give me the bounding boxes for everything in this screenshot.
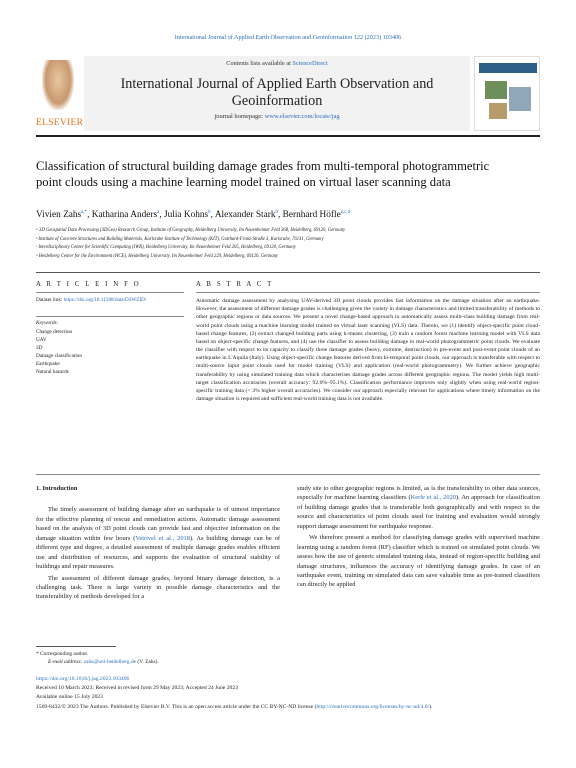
elsevier-logo xyxy=(36,58,84,128)
license-text: 1569-8432/© 2023 The Authors. Published by Elsevier B.V. This is an open access article under the CC BY-NC-ND license ( xyxy=(36,704,317,710)
header-divider xyxy=(36,135,540,137)
email-suffix: (V. Zahs). xyxy=(136,659,159,666)
citation-link[interactable]: Vetrivel et al., 2018 xyxy=(135,534,190,542)
author-name[interactable]: Alexander Stark xyxy=(214,210,276,221)
author-list: Vivien Zahs$^{a,*}$, Katharina Anders$^a$, Julia Kohns$^b$, Alexander Stark$^b$, Bernhard Höfle$^{a,c,d}$ xyxy=(36,210,351,221)
affiliation-item: ᵈ Heidelberg Center for the Environment (HCE), Heidelberg University, Im Neuenheimer Feld 229, Heidelberg, 69120, Germany xyxy=(36,254,279,260)
article-info-divider xyxy=(36,316,184,317)
citation-link[interactable]: Kerle et al., 2020 xyxy=(410,494,457,502)
license-link[interactable]: http://creativecommons.org/licenses/by-nc-nd/4.0/ xyxy=(316,704,430,710)
license-text: ). xyxy=(429,704,433,710)
email-link[interactable]: zahs@uni-heidelberg.de xyxy=(83,659,137,666)
body-paragraph xyxy=(36,574,280,602)
abstract-bottom-divider xyxy=(36,474,540,475)
paragraph-text: The assessment of different damage grades, beyond binary damage detection, is a challenging task. There is large variety in possible damage characteristics and the transferability of methods developed for a xyxy=(36,574,280,601)
contents-prefix: Contents lists available at xyxy=(226,60,293,67)
available-online: Available online 15 July 2023 xyxy=(36,694,104,700)
author-affiliation-marker[interactable]: a xyxy=(157,210,160,215)
cover-photo xyxy=(485,81,507,99)
author-affiliation-marker[interactable]: a,c,d xyxy=(340,210,351,215)
affiliation-item: ᶜ Interdisciplinary Center for Scientific Computing (IWR), Heidelberg University, Im Neuenheimer Feld 205, Heidelberg, 69120, Germany xyxy=(36,245,296,251)
article-info-heading: A R T I C L E I N F O xyxy=(36,281,141,288)
cover-band xyxy=(479,63,537,73)
license-statement xyxy=(36,703,540,712)
author-name[interactable]: Julia Kohns xyxy=(164,210,209,221)
dataset-link-line xyxy=(36,296,181,304)
body-paragraph xyxy=(36,505,280,571)
keyword-item: 3D xyxy=(36,345,43,352)
paragraph-text: study site to other geographic regions is limited, as is the transferability to other data sources, especially for machine learning classifiers ( xyxy=(297,485,540,502)
author-affiliation-marker[interactable]: a,* xyxy=(81,210,88,215)
article-info-divider xyxy=(36,292,184,293)
article-title: Classification of structural building damage grades from multi-temporal photogrammetric point clouds using a machine learning model trained on virtual laser scanning data xyxy=(36,159,490,189)
sciencedirect-link[interactable]: ScienceDirect xyxy=(292,60,328,67)
homepage-link[interactable]: www.elsevier.com/locate/jag xyxy=(264,113,340,120)
paragraph-text: ). An approach for classification of building damage grades that is transferable both geographically and with respect to the source and characteristics of point clouds used for training and evaluation would strongly support damage assessment for earthquake response. xyxy=(297,494,540,530)
received-dates: Received 10 March 2023; Received in revised form 29 May 2023; Accepted 24 June 2023 xyxy=(36,685,238,691)
keyword-item: Natural hazards xyxy=(36,369,69,376)
body-column-left xyxy=(36,484,280,604)
abstract-text: Automatic damage assessment by analysing UAV-derived 3D point clouds provides fast information on the damage situation after an earthquake. However, the assessment of different damage grades is challenging given the variety in damage characteristics and limited transferability of methods to other geographic regions or data sources. We present a novel change-based approach to automatically assess multi-class building damage from real-world point clouds using a machine learning model trained on virtual laser scanning (VLS) data. Therein, we (1) identify object-specific point cloud-based change features, (2) extract changed building parts using k-means clustering, (3) train a random forest machine learning model with VLS data based on object-specific change features, and (4) use the classifier to assess building damage in real-world photogrammetric point clouds. We evaluate the classifier with respect to its capacity to classify three damage grades (heavy, extreme, destruction) in pre-event and post-event point clouds of an earthquake in L'Aquila (Italy). Using object-specific change features derived from bi-temporal point clouds, our approach is transferable with respect to multi-source input point clouds used for model training (VLS) and application (real-world photogrammetry). We further achieve geographic transferability by using simulated training data which characterises damage grades across different geographic regions. The model yields high multi-target classification accuracies (overall accuracy: 92.0%–95.1%). Classification performance improves only slightly when using real-world region-specific training data (< 3% higher overall accuracies). We consider our approach especially relevant for applications where timely information on the damage situation is required and sufficient real-world training data is not available. xyxy=(196,298,540,403)
author-name[interactable]: Katharina Anders xyxy=(91,210,158,221)
author-affiliation-marker[interactable]: b xyxy=(275,210,278,215)
footnote-divider xyxy=(36,646,116,647)
body-paragraph xyxy=(297,484,540,531)
paragraph-text: The timely assessment of building damage after an earthquake is of utmost importance for the effective planning of rescue and remediation actions. Automatic damage assessment based on the analysis of 3D point clouds can provide fast and objective information on the damage situation within few hours ( xyxy=(36,506,280,542)
homepage-prefix: journal homepage: xyxy=(214,113,265,120)
journal-homepage xyxy=(84,113,470,120)
keyword-list xyxy=(36,328,181,377)
author-name[interactable]: Vivien Zahs xyxy=(36,210,82,221)
section-heading: 1. Introduction xyxy=(36,485,78,492)
keyword-item: Damage classification xyxy=(36,353,82,360)
email-label: E-mail address: xyxy=(48,659,84,666)
footnote-corresponding: * Corresponding author. xyxy=(36,651,89,657)
journal-cover-image[interactable] xyxy=(474,56,540,131)
affiliation-list xyxy=(36,227,540,262)
affiliation-item: ᵃ 3D Geospatial Data Processing (3DGeo) Research Group, Institute of Geography, Heidelberg University, Im Neuenheimer Feld 368, Heidelberg, 69120, Germany xyxy=(36,228,346,233)
body-column-right xyxy=(297,484,540,592)
abstract-divider xyxy=(196,292,540,293)
dataset-label: Dataset link: xyxy=(36,297,64,303)
journal-title: International Journal of Applied Earth Observation and Geoinformation xyxy=(120,76,434,109)
cover-photo xyxy=(489,103,507,119)
author-name[interactable]: Bernhard Höfle xyxy=(282,210,341,221)
author-affiliation-marker[interactable]: b xyxy=(208,210,211,215)
abstract-heading: A B S T R A C T xyxy=(196,281,274,288)
dataset-link[interactable]: https://doi.org/10.11588/data/D3WZID/ xyxy=(63,297,147,303)
doi-link[interactable]: https://doi.org/10.1016/j.jag.2023.103406 xyxy=(36,676,130,682)
journal-reference-link[interactable]: International Journal of Applied Earth Observation and Geoinformation 122 (2023) 103406 xyxy=(174,34,402,41)
keyword-item: UAV xyxy=(36,337,47,344)
section-divider xyxy=(36,272,540,273)
footnote xyxy=(36,650,336,666)
body-paragraph xyxy=(297,533,540,590)
keyword-item: Earthquake xyxy=(36,361,60,368)
keywords-heading: Keywords: xyxy=(36,320,59,326)
affiliation-item: ᵇ Institute of Concrete Structures and Building Materials, Karlsruhe Institute of Technology (KIT), Gotthard-Franz-Straße 3, Karlsruhe, 76131, Germany xyxy=(36,236,324,242)
footnote-email-line xyxy=(36,658,336,666)
cover-photo xyxy=(509,87,531,111)
paragraph-text: We therefore present a method for classifying damage grades with supervised machine learning using a random forest (RF) classifier which is trained on simulated point clouds. We assess how the use of generic simulated training data, instead of region-specific building and damage structures, influences the accuracy of identifying damage grades. In case of an earthquake event, training on simulated data can save valuable time as pre-trained classifiers can directly be applied xyxy=(297,534,540,589)
paragraph-text: ). As building damage can be of different type and degree, a detailed assessment of multiple damage grades enables efficient use and distribution of resources, and supports the evaluation of structural stability of buildings and repair measures. xyxy=(36,534,281,571)
contents-availability xyxy=(84,60,470,67)
keyword-item: Change detection xyxy=(36,329,73,335)
publisher-wordmark: ELSEVIER xyxy=(36,118,84,128)
tree-emblem-icon xyxy=(42,60,74,110)
